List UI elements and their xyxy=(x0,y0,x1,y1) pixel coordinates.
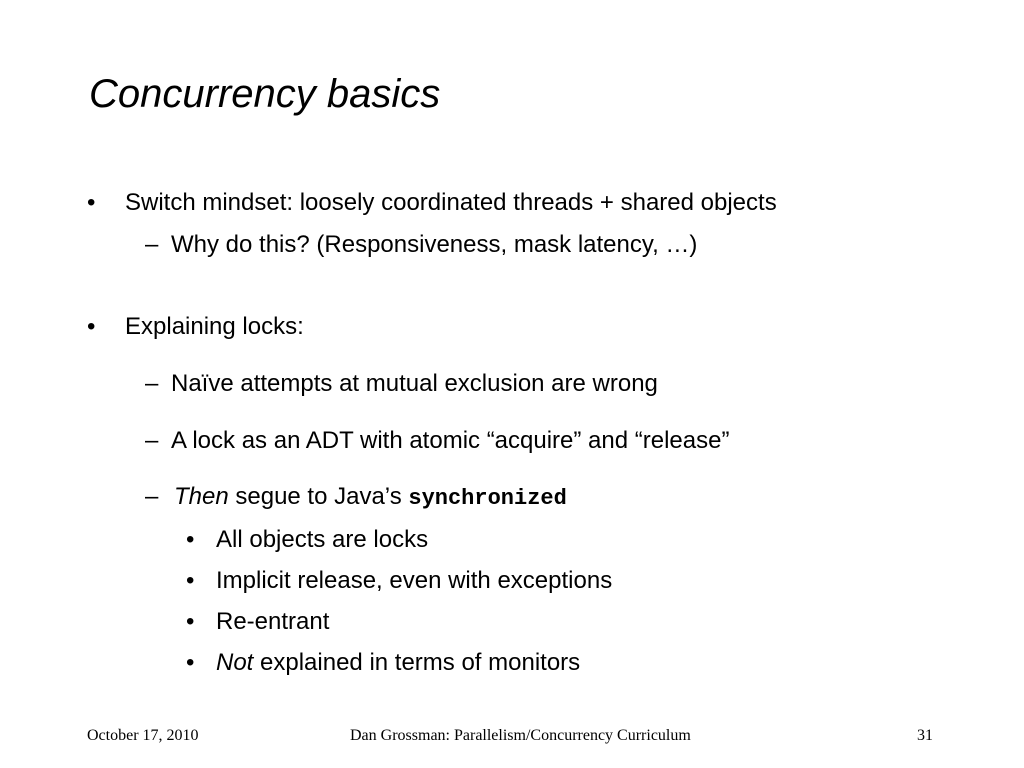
java-text: segue to Java’s xyxy=(228,483,409,510)
monitor-text: explained in terms of monitors xyxy=(253,649,581,676)
code-synchronized: synchronized xyxy=(408,486,567,511)
emphasis-then: Then xyxy=(174,483,229,510)
bullet-marker: • xyxy=(87,189,96,216)
sub-bullet-text: Why do this? (Responsiveness, mask latency, …) xyxy=(171,231,698,258)
emphasis-not: Not xyxy=(216,649,254,676)
dash-marker: – xyxy=(145,370,159,397)
footer-page-number: 31 xyxy=(917,727,933,744)
sub-sub-bullet-text xyxy=(216,651,580,675)
bullet-marker: • xyxy=(186,526,195,553)
footer-title: Dan Grossman: Parallelism/Concurrency Curriculum xyxy=(350,727,691,744)
bullet-marker: • xyxy=(186,567,195,594)
sub-bullet-text xyxy=(174,485,567,510)
bullet-text: Explaining locks: xyxy=(125,313,304,340)
bullet-text: Switch mindset: loosely coordinated threads + shared objects xyxy=(125,189,777,216)
sub-bullet-text: A lock as an ADT with atomic “acquire” and “release” xyxy=(171,427,730,454)
dash-marker: – xyxy=(145,427,159,454)
sub-sub-bullet-text: Re-entrant xyxy=(216,608,330,635)
bullet-marker: • xyxy=(87,313,96,340)
bullet-marker: • xyxy=(186,608,195,635)
slide-title: Concurrency basics xyxy=(89,72,441,116)
sub-sub-bullet-text: Implicit release, even with exceptions xyxy=(216,567,613,594)
dash-marker: – xyxy=(145,231,159,258)
sub-sub-bullet-text: All objects are locks xyxy=(216,526,429,553)
bullet-marker: • xyxy=(186,649,195,676)
dash-marker: – xyxy=(145,483,159,510)
sub-bullet-text: Naïve attempts at mutual exclusion are wrong xyxy=(171,370,658,397)
footer-date: October 17, 2010 xyxy=(87,727,199,744)
